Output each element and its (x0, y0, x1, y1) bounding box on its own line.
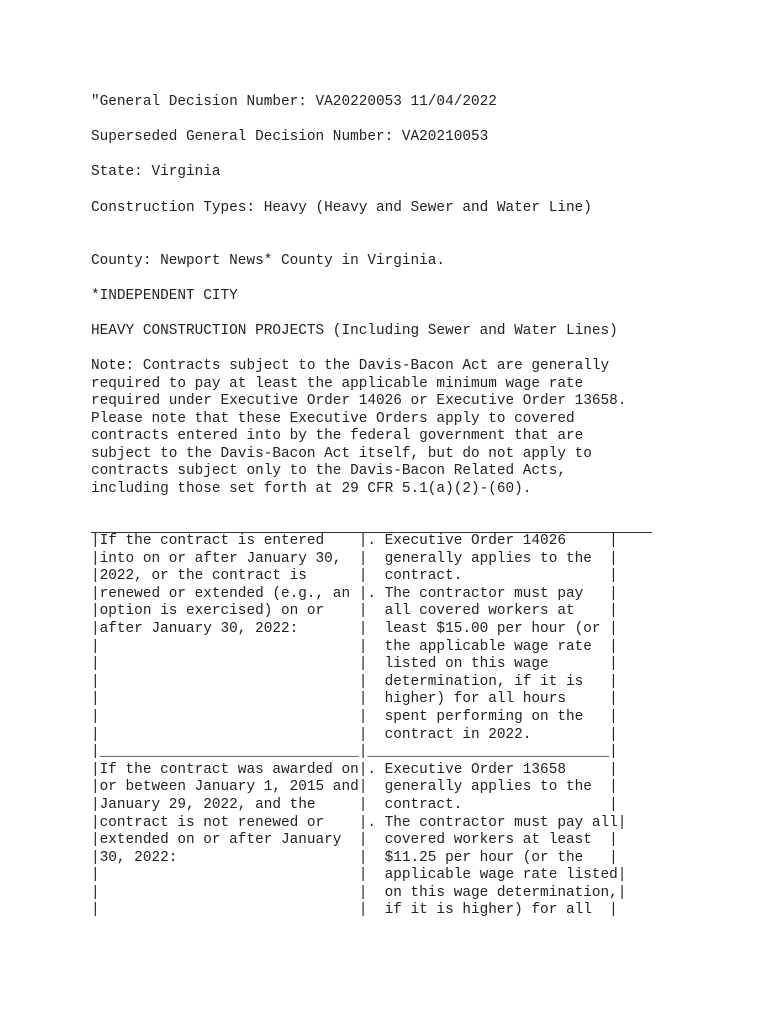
table-row: |extended on or after January | covered workers at least | (91, 832, 618, 848)
note-line: including those set forth at 29 CFR 5.1(a)(2)-(60). (91, 481, 532, 497)
note-line: subject to the Davis-Bacon Act itself, but do not apply to (91, 446, 592, 462)
note-line: Note: Contracts subject to the Davis-Bacon Act are generally (91, 358, 610, 374)
table-row: | | higher) for all hours | (91, 691, 618, 707)
table-row: |January 29, 2022, and the | contract. | (91, 797, 618, 813)
table-row: |or between January 1, 2015 and| generally applies to the | (91, 779, 618, 795)
table-row: | | spent performing on the | (91, 709, 618, 725)
table-row: | | contract in 2022. | (91, 727, 618, 743)
table-row: |contract is not renewed or |. The contractor must pay all| (91, 815, 627, 831)
table-row: | | applicable wage rate listed| (91, 867, 627, 883)
note-line: Please note that these Executive Orders apply to covered (91, 411, 575, 427)
table-row: |into on or after January 30, | generally applies to the | (91, 551, 618, 567)
table-row: |option is exercised) on or | all covered workers at | (91, 603, 618, 619)
table-row: |after January 30, 2022: | least $15.00 per hour (or | (91, 621, 618, 637)
note-line: required to pay at least the applicable minimum wage rate (91, 376, 584, 392)
table-row: | | the applicable wage rate | (91, 639, 618, 655)
general-decision-number: "General Decision Number: VA20220053 11/04/2022 (91, 94, 497, 110)
note-line: contracts entered into by the federal government that are (91, 428, 584, 444)
table-row: |30, 2022: | $11.25 per hour (or the | (91, 850, 618, 866)
table-row: |renewed or extended (e.g., an |. The contractor must pay | (91, 586, 618, 602)
table-row: |2022, or the contract is | contract. | (91, 568, 618, 584)
projects-line: HEAVY CONSTRUCTION PROJECTS (Including Sewer and Water Lines) (91, 323, 618, 339)
table-row: | | determination, if it is | (91, 674, 618, 690)
table-row: | | listed on this wage | (91, 656, 618, 672)
independent-city-line: *INDEPENDENT CITY (91, 288, 238, 304)
note-line: required under Executive Order 14026 or Executive Order 13658. (91, 393, 627, 409)
table-row: | | on this wage determination,| (91, 885, 627, 901)
county-line: County: Newport News* County in Virginia. (91, 253, 446, 269)
table-row: | | if it is higher) for all | (91, 902, 618, 918)
superseded-decision-number: Superseded General Decision Number: VA20210053 (91, 129, 489, 145)
state-line: State: Virginia (91, 164, 221, 180)
construction-types-line: Construction Types: Heavy (Heavy and Sewer and Water Line) (91, 200, 592, 216)
table-row-divider: |______________________________|____________________________| (91, 744, 618, 760)
table-row: |If the contract is entered |. Executive Order 14026 | (91, 533, 618, 549)
note-line: contracts subject only to the Davis-Bacon Related Acts, (91, 463, 566, 479)
table-row: |If the contract was awarded on|. Executive Order 13658 | (91, 762, 618, 778)
